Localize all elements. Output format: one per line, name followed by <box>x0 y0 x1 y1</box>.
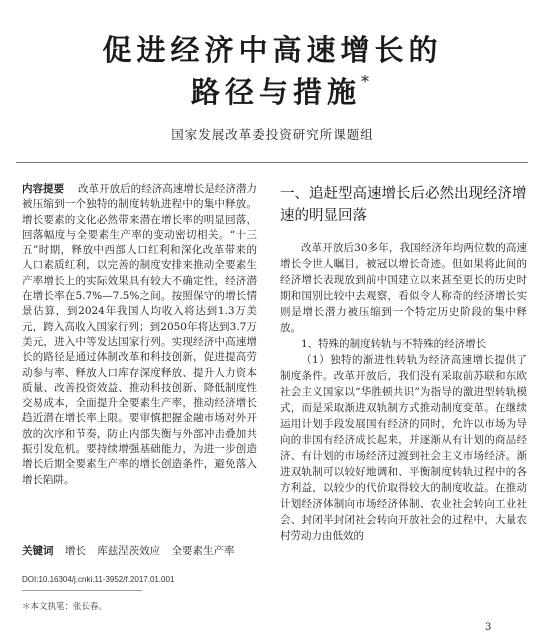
keyword-item: 库兹涅茨效应 <box>97 545 161 557</box>
abstract-spacer <box>68 183 79 195</box>
abstract-label: 内容提要 <box>22 183 65 195</box>
header-divider <box>16 162 528 163</box>
article-title-line-2-text: 路径与措施 <box>190 75 361 109</box>
abstract <box>22 182 257 488</box>
body-subheading: 1、特殊的制度转轨与不特殊的经济增长 <box>301 338 487 350</box>
doi: DOI:10.16304/j.cnki.11-3952/f.2017.01.001 <box>22 575 175 584</box>
title-footnote-marker: * <box>361 72 374 92</box>
abstract-text: 改革开放后的经济高速增长是经济潜力被压缩到一个独特的制度转轨进程中的集中释放。增长要素的文化必然带来潜在增长率的明显回落，回落幅度与全要素生产率的变动密切相关。“十三五”时期，释放中西部人口红利和深化改革带来的人口素质红利，以完善的制度安排来推动全要素生产率增长上的实际效果具有较大不确定性，经济潜在增长率在5.7%—7.5%之间。按照保守的增长情景估算，到2024年我国人均收入将达到1.3万美元，跨入高收入国家行列；到2050年将达到3.7万美元，进入中等发达国家行列。实现经济中高速增长的路径是通过体制改革和科技创新，促进提高劳动参与率、释放人口库存深度释放、提升人力资本质量、改善投资效益、推动科技创新、降低制度性交易成本，全面提升全要素生产率，推动经济增长趋近潜在增长率上限。要审慎把握金融市场对外开放的次序和节奏，防止内部失衡与外部冲击叠加共振引发危机。要持续增强基础能力，为进一步创造增长后期全要素生产率的增长创造条件，避免落入增长陷阱。 <box>22 183 258 486</box>
footnote: ＊本文执笔：张长春。 <box>22 602 108 612</box>
keyword-item: 增长 <box>64 545 86 557</box>
page-number: 3 <box>485 622 492 633</box>
article-title-line-2 <box>10 70 545 111</box>
keywords-label: 关键词 <box>22 545 54 557</box>
keyword-item: 全要素生产率 <box>171 545 235 557</box>
body-paragraph: （1）独特的渐进性转轨为经济高速增长提供了制度条件。改革开放后，我们没有采取前苏联和东欧社会主义国家以“华胜顿共识”为指导的激进型转轨模式，而是采取渐进双轨制方式推动制度变革。在继续运用计划手段发展国有经济的同时，允许以市场为导向的非国有经济成长起来，并逐渐从有计划的商品经济、有计划的市场经济过渡到社会主义市场经济。渐进双轨制可以较好地调和、平衡制度转轨过程中的各方利益，以较少的代价取得较大的制度收益。在推动计划经济体制向市场经济体制、农业社会转向工业社会、封闭半封闭社会转向开放社会的过程中，大量农村劳动力由低效的 <box>280 354 527 542</box>
author-line: 国家发展改革委投资研究所课题组 <box>171 127 374 142</box>
section-heading: 一、追赶型高速增长后必然出现经济增速的明显回落 <box>280 186 527 224</box>
article-title-line-1: 促进经济中高速增长的 <box>102 33 443 67</box>
footnote-divider <box>22 590 142 591</box>
body-paragraph: 改革开放后30多年，我国经济年均两位数的高速增长令世人瞩目，被冠以增长奇迹。但如果将此间的经济增长表现放到前中国建立以来甚至更长的历史时期和国别比较中去观察，看似令人称奇的经济增长实则是增长潜力被压缩到一个特定历史阶段的集中释放。 <box>280 242 527 334</box>
body-text <box>280 240 527 544</box>
keywords <box>22 544 257 559</box>
